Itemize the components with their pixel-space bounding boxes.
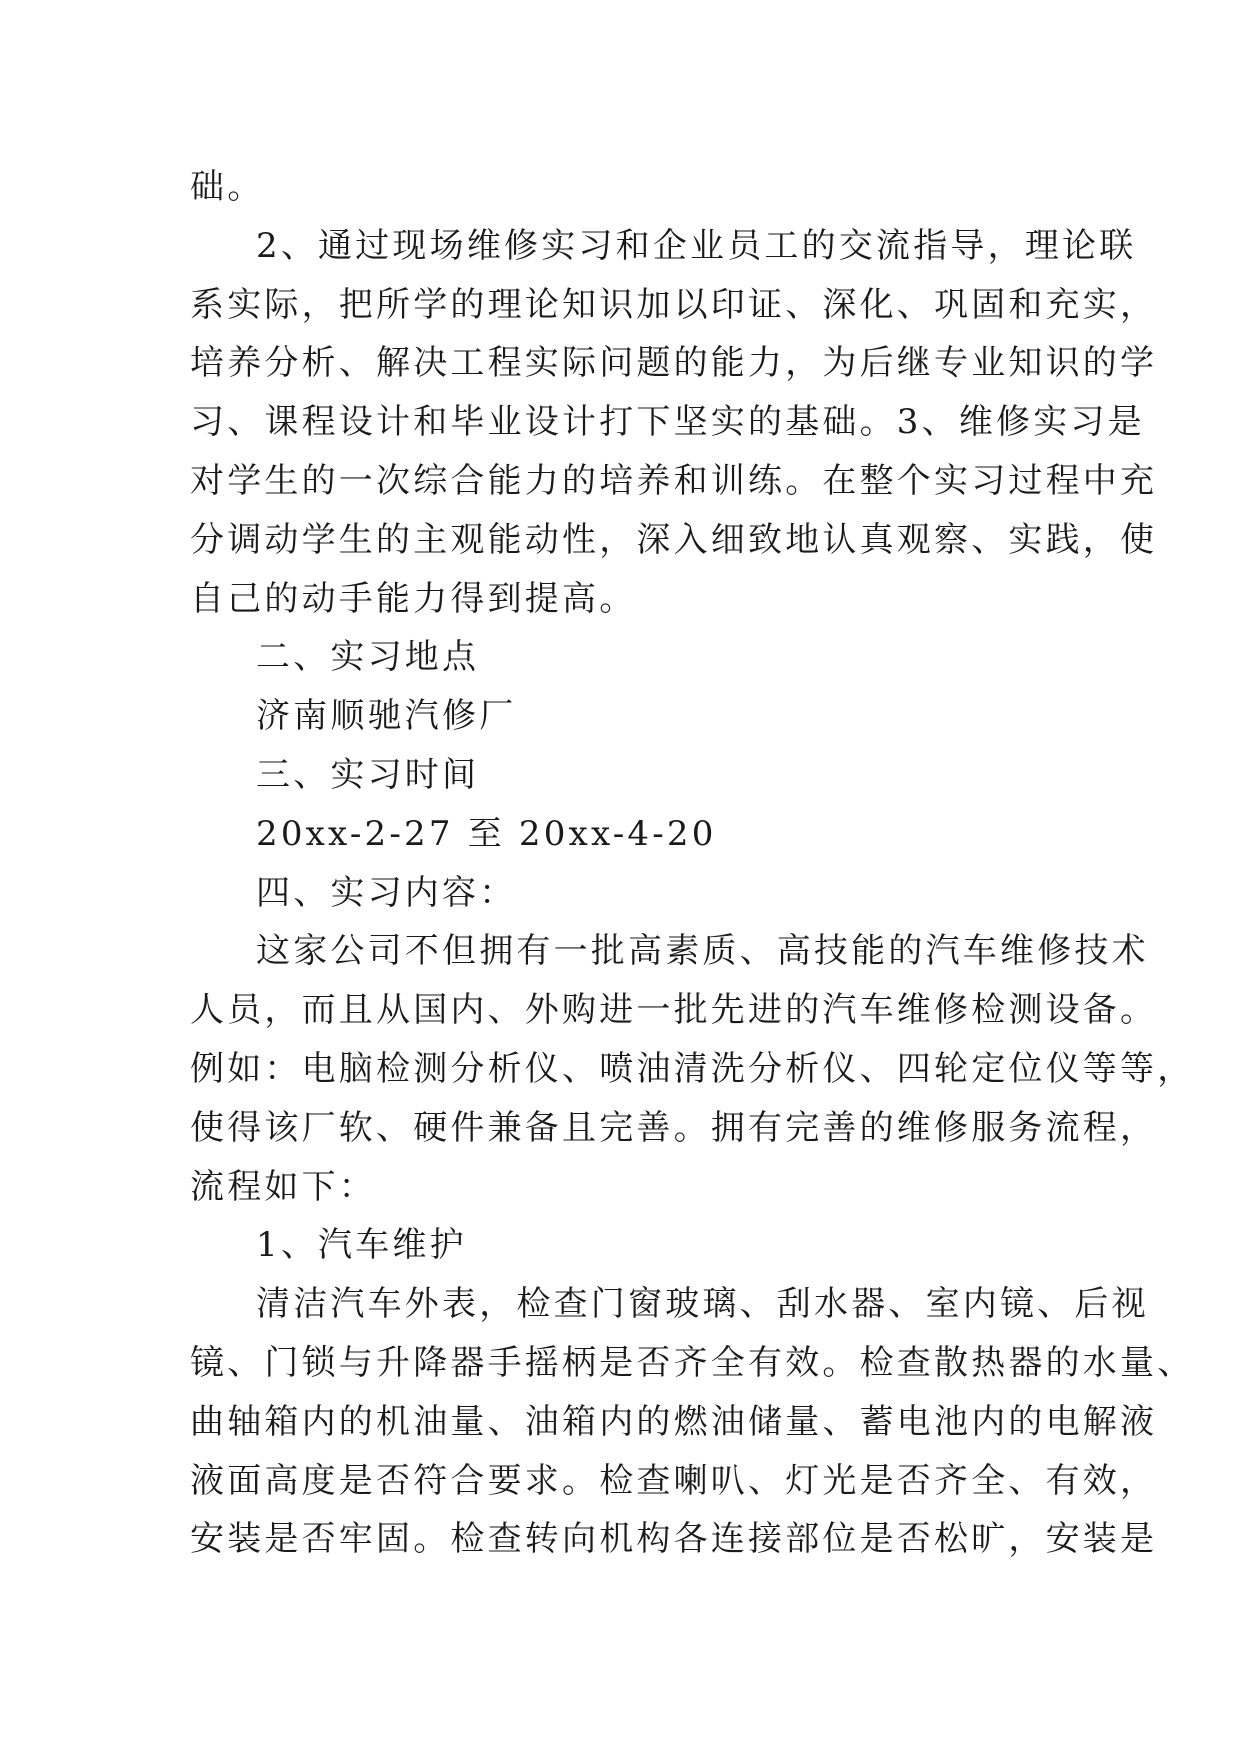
subsection-heading: 1、汽车维护 bbox=[256, 1225, 467, 1266]
text-line: 清洁汽车外表，检查门窗玻璃、刮水器、室内镜、后视 bbox=[256, 1284, 1149, 1325]
text-line: 使得该厂软、硬件兼备且完善。拥有完善的维修服务流程， bbox=[190, 1107, 1158, 1148]
document-body bbox=[190, 158, 1195, 1569]
text-line: 对学生的一次综合能力的培养和训练。在整个实习过程中充 bbox=[190, 460, 1158, 501]
text-line: 曲轴箱内的机油量、油箱内的燃油储量、蓄电池内的电解液 bbox=[190, 1401, 1158, 1442]
text-line: 安装是否牢固。检查转向机构各连接部位是否松旷，安装是 bbox=[190, 1519, 1158, 1560]
text-line: 础。 bbox=[190, 167, 265, 207]
text-line: 济南顺驰汽修厂 bbox=[256, 696, 517, 737]
text-line: 液面高度是否符合要求。检查喇叭、灯光是否齐全、有效， bbox=[190, 1460, 1158, 1501]
section-heading-time: 三、实习时间 bbox=[256, 754, 480, 795]
text-line: 习、课程设计和毕业设计打下坚实的基础。3、维修实习是 bbox=[190, 402, 1145, 443]
text-line: 流程如下： bbox=[190, 1166, 376, 1207]
text-line: 例如：电脑检测分析仪、喷油清洗分析仪、四轮定位仪等等， bbox=[190, 1048, 1195, 1089]
text-line: 系实际，把所学的理论知识加以印证、深化、巩固和充实， bbox=[190, 284, 1158, 325]
text-line: 分调动学生的主观能动性，深入细致地认真观察、实践，使 bbox=[190, 519, 1158, 560]
text-line: 培养分析、解决工程实际问题的能力，为后继专业知识的学 bbox=[190, 343, 1158, 384]
text-line: 自己的动手能力得到提高。 bbox=[190, 578, 637, 619]
text-line: 镜、门锁与升降器手摇柄是否齐全有效。检查散热器的水量、 bbox=[190, 1342, 1195, 1383]
text-line: 20xx-2-27 至 20xx-4-20 bbox=[256, 813, 717, 854]
section-heading-location: 二、实习地点 bbox=[256, 637, 480, 678]
text-line: 这家公司不但拥有一批高素质、高技能的汽车维修技术 bbox=[256, 931, 1149, 972]
text-line: 2、通过现场维修实习和企业员工的交流指导，理论联 bbox=[256, 225, 1137, 266]
text-line: 人员，而且从国内、外购进一批先进的汽车维修检测设备。 bbox=[190, 990, 1158, 1031]
section-heading-content: 四、实习内容： bbox=[256, 872, 517, 913]
